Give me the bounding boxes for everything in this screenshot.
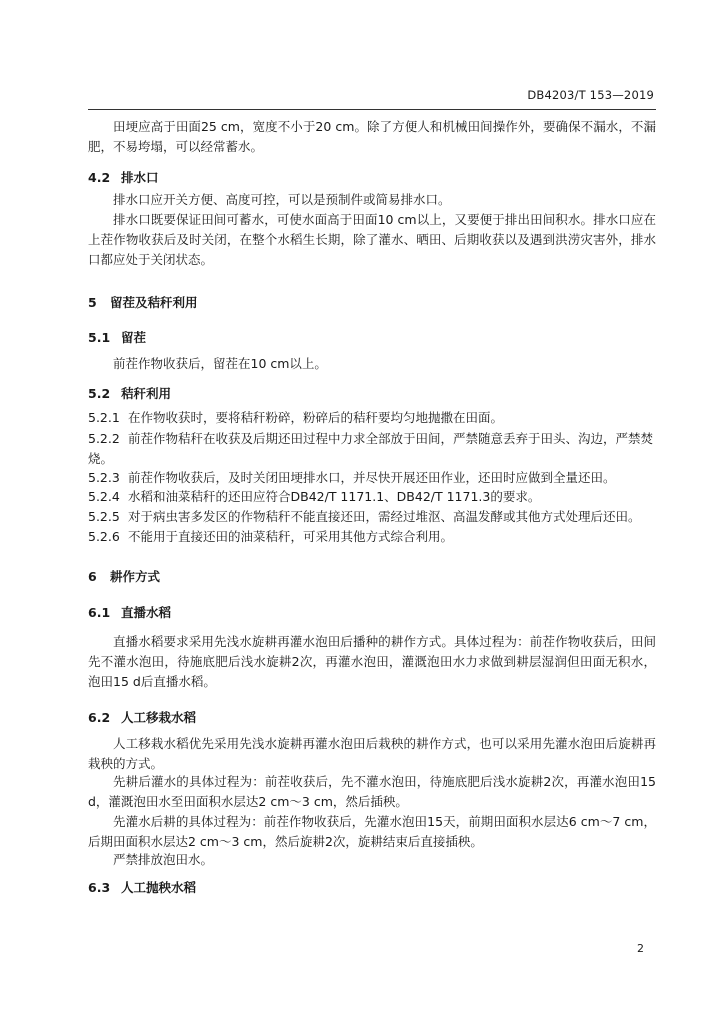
paragraph-direct-seeding: 直播水稻要求采用先浅水旋耕再灌水泡田后播种的耕作方式。具体过程为：前茬作物收获后，田间先不灌水泡田，待施底肥后浅水旋耕2次，再灌水泡田，灌溉泡田水力求做到耕层湿润但田面无积水，泡田15 d后直播水稻。 <box>88 634 656 689</box>
header-rule <box>88 109 656 110</box>
item-number: 5.2.5 <box>88 509 120 524</box>
list-item <box>88 429 656 469</box>
list-item <box>88 527 656 547</box>
section-title: 排水口 <box>121 170 159 185</box>
item-number: 5.2.6 <box>88 529 120 544</box>
section-title: 人工抛秧水稻 <box>121 880 197 895</box>
item-number: 5.2.2 <box>88 431 120 446</box>
paragraph-transplant-1: 人工移栽水稻优先采用先浅水旋耕再灌水泡田后栽秧的耕作方式，也可以采用先灌水泡田后旋耕再栽秧的方式。 <box>88 736 656 771</box>
paragraph-outlet-1: 排水口应开关方便、高度可控，可以是预制件或简易排水口。 <box>113 192 451 207</box>
section-number: 6.2 <box>88 710 111 725</box>
item-text: 对于病虫害多发区的作物秸秆不能直接还田，需经过堆沤、高温发酵或其他方式处理后还田。 <box>128 509 641 524</box>
list-item <box>88 468 656 488</box>
section-title: 耕作方式 <box>110 569 161 584</box>
item-number: 5.2.4 <box>88 489 120 504</box>
section-title: 留茬 <box>121 330 147 345</box>
paragraph-stubble: 前茬作物收获后，留茬在10 cm以上。 <box>113 356 327 371</box>
section-heading-5-1 <box>88 328 146 346</box>
item-text: 水稻和油菜秸秆的还田应符合DB42/T 1171.1、DB42/T 1171.3的要求。 <box>128 489 541 504</box>
section-heading-6-2 <box>88 708 196 726</box>
item-text: 前茬作物秸秆在收获及后期还田过程中力求全部放于田间，严禁随意丢弃于田头、沟边，严禁焚烧。 <box>88 431 654 466</box>
section-number: 4.2 <box>88 170 111 185</box>
paragraph-ridge: 田埂应高于田面25 cm，宽度不小于20 cm。除了方便人和机械田间操作外，要确保不漏水，不漏肥，不易垮塌，可以经常蓄水。 <box>88 119 656 154</box>
section-number: 5.2 <box>88 386 111 401</box>
section-heading-4-2 <box>88 168 159 186</box>
section-title: 人工移栽水稻 <box>121 710 197 725</box>
section-title: 直播水稻 <box>121 605 172 620</box>
page-number: 2 <box>637 942 644 955</box>
paragraph-transplant-2: 先耕后灌水的具体过程为：前茬收获后，先不灌水泡田，待施底肥后浅水旋耕2次，再灌水泡田15 d，灌溉泡田水至田面积水层达2 cm～3 cm，然后插秧。 <box>88 774 656 809</box>
section-heading-6 <box>88 567 160 585</box>
section-number: 5.1 <box>88 330 111 345</box>
section-number: 6.3 <box>88 880 111 895</box>
item-text: 在作物收获时，要将秸秆粉碎，粉碎后的秸秆要均匀地抛撒在田面。 <box>128 410 504 425</box>
item-number: 5.2.1 <box>88 410 120 425</box>
paragraph-outlet-2: 排水口既要保证田间可蓄水，可使水面高于田面10 cm以上，又要便于排出田间积水。排水口应在上茬作物收获后及时关闭，在整个水稻生长期，除了灌水、晒田、后期收获以及遇到洪涝灾害外，排水口都应处于关闭状态。 <box>88 212 656 267</box>
section-number: 5 <box>88 295 97 310</box>
section-heading-5 <box>88 293 198 311</box>
item-text: 不能用于直接还田的油菜秸秆，可采用其他方式综合利用。 <box>128 529 454 544</box>
list-item <box>88 487 656 507</box>
paragraph-transplant-3: 先灌水后耕的具体过程为：前茬作物收获后，先灌水泡田15天，前期田面积水层达6 cm～7 cm，后期田面积水层达2 cm～3 cm，然后旋耕2次，旋耕结束后直接插秧。 <box>88 814 656 849</box>
section-heading-5-2 <box>88 384 171 402</box>
paragraph-transplant-4: 严禁排放泡田水。 <box>113 852 214 867</box>
doc-code-header: DB4203/T 153—2019 <box>527 88 654 102</box>
list-item <box>88 408 656 428</box>
section-title: 秸秆利用 <box>121 386 172 401</box>
section-title: 留茬及秸秆利用 <box>110 295 198 310</box>
item-text: 前茬作物收获后，及时关闭田埂排水口，并尽快开展还田作业，还田时应做到全量还田。 <box>128 470 616 485</box>
section-number: 6.1 <box>88 605 111 620</box>
section-heading-6-1 <box>88 603 171 621</box>
section-number: 6 <box>88 569 97 584</box>
list-item <box>88 507 656 527</box>
section-heading-6-3 <box>88 878 196 896</box>
item-number: 5.2.3 <box>88 470 120 485</box>
